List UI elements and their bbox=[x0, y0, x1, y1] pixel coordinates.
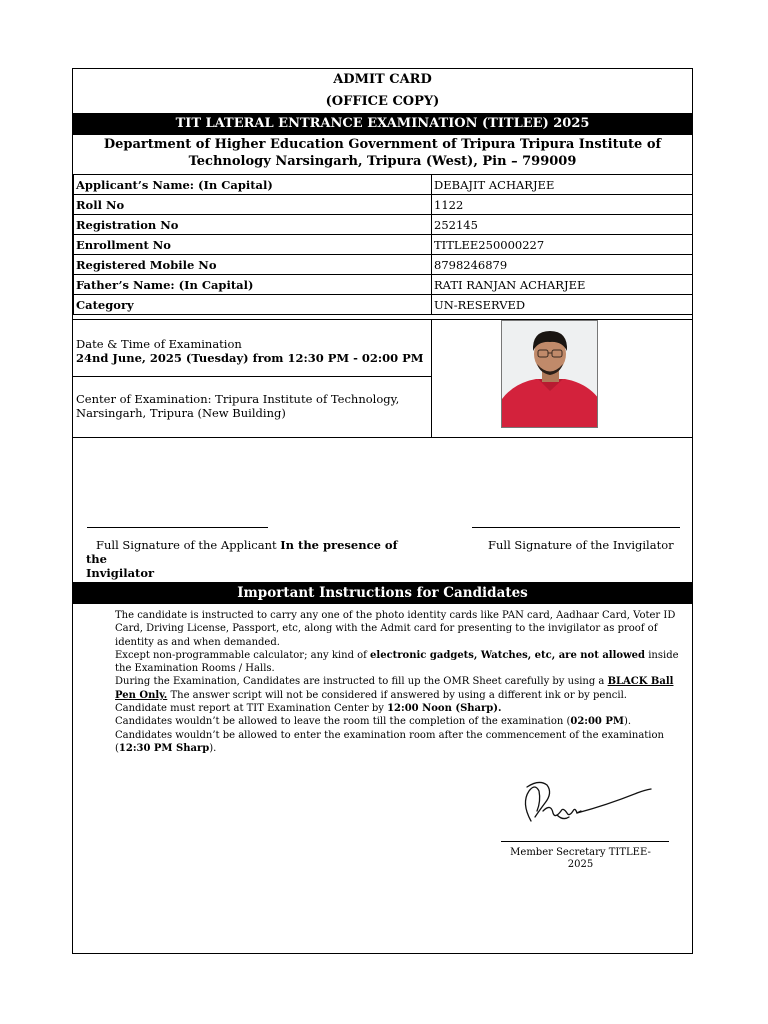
row-label: Registration No bbox=[74, 215, 432, 235]
divider bbox=[73, 376, 431, 377]
row-label: Father’s Name: (In Capital) bbox=[74, 275, 432, 295]
department-line-1: Department of Higher Education Government of Tripura Tripura Institute of bbox=[103, 137, 662, 152]
row-value: 252145 bbox=[432, 215, 693, 235]
divider bbox=[73, 437, 692, 438]
exam-date-value: 24nd June, 2025 (Tuesday) from 12:30 PM - 02:00 PM bbox=[76, 351, 424, 365]
exam-center-block bbox=[76, 392, 406, 420]
exam-date-label: Date & Time of Examination bbox=[76, 337, 242, 351]
row-value: TITLEE250000227 bbox=[432, 235, 693, 255]
applicant-signature-bold-2: Invigilator bbox=[86, 566, 155, 580]
card-title: ADMIT CARD bbox=[333, 72, 432, 87]
instruction-item: Candidate must report at TIT Examination Center by 12:00 Noon (Sharp). bbox=[115, 703, 502, 715]
table-row bbox=[74, 235, 693, 255]
department-heading bbox=[73, 136, 692, 170]
authority-signature bbox=[517, 777, 657, 833]
instructions-title: Important Instructions for Candidates bbox=[73, 582, 692, 604]
instruction-item: Candidates wouldn’t be allowed to leave the room till the completion of the examination (02:00 PM). bbox=[115, 716, 632, 728]
photo-cell bbox=[431, 319, 693, 438]
table-row bbox=[74, 295, 693, 315]
row-label: Category bbox=[74, 295, 432, 315]
authority-line-2: 2025 bbox=[567, 859, 594, 870]
applicant-signature-bold: In the presence of the bbox=[86, 538, 398, 566]
details-table bbox=[73, 174, 693, 315]
applicant-signature-label bbox=[86, 538, 416, 580]
applicant-photo bbox=[501, 320, 598, 428]
authority-label bbox=[503, 847, 658, 871]
exam-info bbox=[73, 319, 432, 438]
row-label: Applicant’s Name: (In Capital) bbox=[74, 175, 432, 195]
admit-card bbox=[72, 68, 693, 954]
exam-center-line-1: Center of Examination: Tripura Institute of Technology, bbox=[76, 392, 400, 406]
instruction-item: During the Examination, Candidates are instructed to fill up the OMR Sheet carefully by using a BLACK Ball Pen Only. The answer script will not be considered if answered by using a different ink or by pencil. bbox=[115, 676, 674, 701]
invigilator-signature-line bbox=[472, 527, 680, 528]
row-label: Registered Mobile No bbox=[74, 255, 432, 275]
row-value: 8798246879 bbox=[432, 255, 693, 275]
applicant-signature-text: Full Signature of the Applicant bbox=[96, 538, 281, 552]
row-value: RATI RANJAN ACHARJEE bbox=[432, 275, 693, 295]
exam-date-block bbox=[76, 337, 424, 365]
table-row bbox=[74, 175, 693, 195]
applicant-signature-line bbox=[87, 527, 268, 528]
row-value: UN-RESERVED bbox=[432, 295, 693, 315]
exam-center-line-2: Narsingarh, Tripura (New Building) bbox=[76, 406, 286, 420]
copy-label: (OFFICE COPY) bbox=[325, 94, 440, 109]
instruction-item: Candidates wouldn’t be allowed to enter the examination room after the commencement of the examination (12:30 PM Sharp). bbox=[115, 729, 664, 754]
instructions-list bbox=[115, 609, 687, 755]
authority-line-1: Member Secretary TITLEE- bbox=[510, 847, 651, 858]
invigilator-signature-label: Full Signature of the Invigilator bbox=[488, 538, 674, 552]
table-row bbox=[74, 215, 693, 235]
row-value: DEBAJIT ACHARJEE bbox=[432, 175, 693, 195]
department-line-2: Technology Narsingarh, Tripura (West), Pin – 799009 bbox=[188, 154, 577, 169]
row-label: Enrollment No bbox=[74, 235, 432, 255]
table-row bbox=[74, 195, 693, 215]
table-row bbox=[74, 275, 693, 295]
row-value: 1122 bbox=[432, 195, 693, 215]
instruction-item: Except non-programmable calculator; any kind of electronic gadgets, Watches, etc, are not allowed inside the Examination Rooms / Halls. bbox=[115, 649, 679, 675]
instruction-item: The candidate is instructed to carry any one of the photo identity cards like PAN card, Aadhaar Card, Voter ID Card, Driving License, Passport, etc, along with the Admit card for presenting to the invigilator as proof of identity as and when demanded. bbox=[115, 610, 676, 648]
row-label: Roll No bbox=[74, 195, 432, 215]
table-row bbox=[74, 255, 693, 275]
authority-signature-line bbox=[501, 841, 669, 842]
exam-name-banner: TIT LATERAL ENTRANCE EXAMINATION (TITLEE) 2025 bbox=[73, 113, 692, 135]
